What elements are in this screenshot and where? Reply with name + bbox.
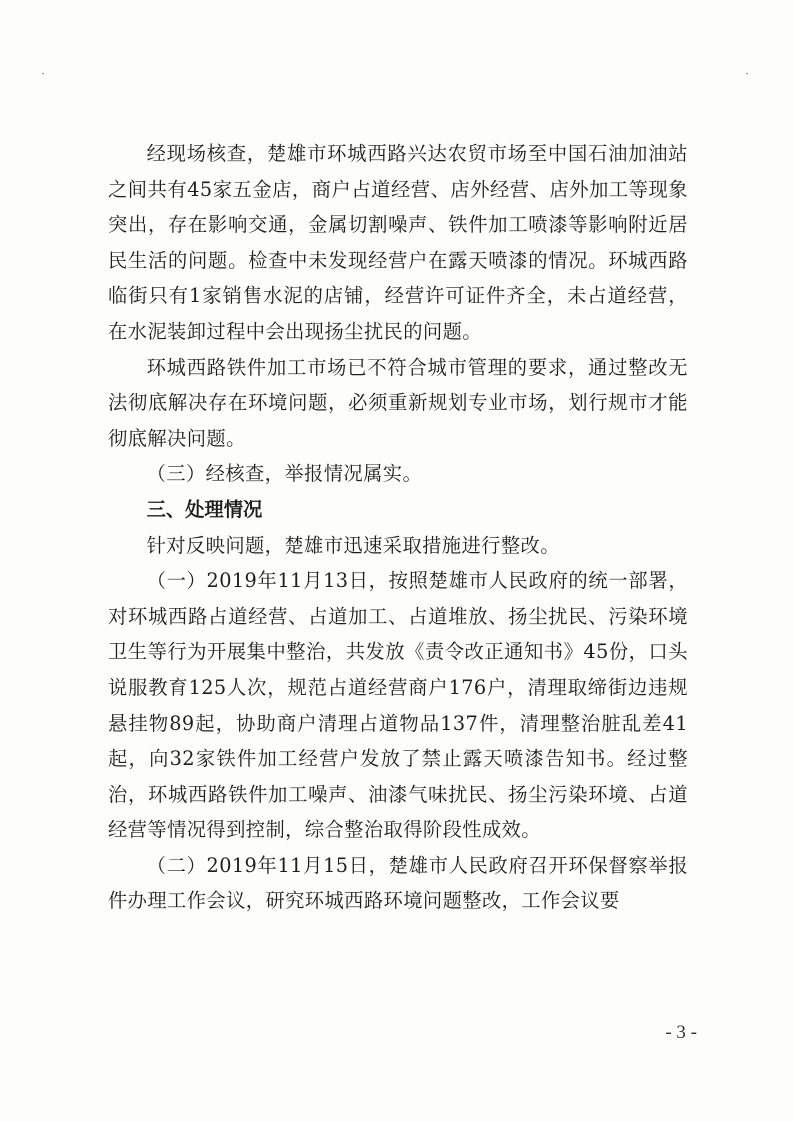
section-heading: 三、处理情况 [146, 497, 263, 521]
scan-speck [746, 73, 748, 74]
body-paragraph: 经现场核查，楚雄市环城西路兴达农贸市场至中国石油加油站之间共有45家五金店，商户占道经营、店外经营、店外加工等现象突出，存在影响交通，金属切割噪声、铁件加工喷漆等影响附近居民生活的问题。检查中未发现经营户在露天喷漆的情况。环城西路临街只有1家销售水泥的店铺，经营许可证件齐全，未占道经营，在水泥装卸过程中会出现扬尘扰民的问题。 [108, 142, 688, 343]
scan-speck [42, 73, 44, 74]
body-paragraph: （三）经核查，举报情况属实。 [146, 462, 423, 486]
body-paragraph: （二）2019年11月15日，楚雄市人民政府召开环保督察举报件办理工作会议，研究环城西路环境问题整改，工作会议要 [108, 853, 688, 913]
body-paragraph: 环城西路铁件加工市场已不符合城市管理的要求，通过整改无法彻底解决存在环境问题，必须重新规划专业市场，划行规市才能彻底解决问题。 [108, 355, 688, 450]
body-paragraph: 针对反映问题，楚雄市迅速采取措施进行整改。 [146, 533, 560, 557]
body-paragraph: （一）2019年11月13日，按照楚雄市人民政府的统一部署，对环城西路占道经营、占道加工、占道堆放、扬尘扰民、污染环境卫生等行为开展集中整治，共发放《责令改正通知书》45份，口头说服教育125人次，规范占道经营商户176户，清理取缔街边违规悬挂物89起，协助商户清理占道物品137件，清理整治脏乱差41起，向32家铁件加工经营户发放了禁止露天喷漆告知书。经过整治，环城西路铁件加工噪声、油漆气味扰民、扬尘污染环境、占道经营等情况得到控制，综合整治取得阶段性成效。 [108, 569, 688, 842]
page-number: - 3 - [665, 1022, 697, 1043]
document-body [108, 136, 688, 919]
